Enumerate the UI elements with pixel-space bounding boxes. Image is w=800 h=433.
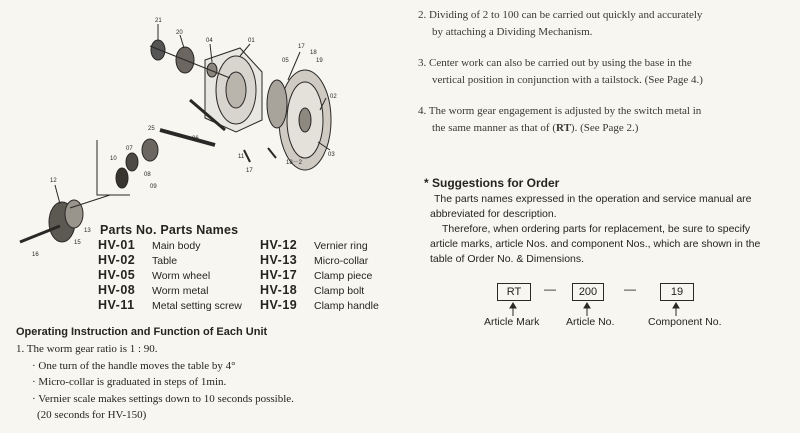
part-name: Main body: [152, 240, 201, 252]
part-row: [98, 268, 210, 282]
callout-17b: 17: [246, 168, 253, 174]
callout-18-2: 18－2: [286, 160, 303, 166]
part-name: Micro-collar: [314, 255, 369, 267]
part-row: [260, 238, 368, 252]
callout-15: 15: [74, 240, 81, 246]
callout-13: 13: [84, 228, 91, 234]
part-row: [98, 283, 208, 297]
part-number: HV-19: [260, 298, 298, 312]
callout-25: 25: [148, 126, 155, 132]
instruction-4-text: the same manner as that of (: [432, 122, 557, 134]
suggestions-line-2: abbreviated for description.: [430, 208, 557, 220]
part-row: [98, 253, 177, 267]
part-name: Clamp bolt: [314, 285, 365, 297]
instruction-2-line-1: 2. Dividing of 2 to 100 can be carried out quickly and accurately: [418, 9, 703, 21]
part-name: Metal setting screw: [152, 300, 242, 312]
instruction-2-line-2: by attaching a Dividing Mechanism.: [432, 26, 593, 38]
model-code-rt: RT: [556, 122, 571, 134]
callout-08: 08: [144, 172, 151, 178]
order-dash-1: —: [544, 282, 556, 296]
callout-01: 01: [248, 38, 255, 44]
suggestions-title: * Suggestions for Order: [424, 176, 560, 190]
part-number: HV-05: [98, 268, 136, 282]
article-no-label: Article No.: [566, 316, 615, 328]
callout-03: 03: [328, 152, 335, 158]
part-row: [98, 238, 200, 252]
part-name: Worm metal: [152, 285, 209, 297]
part-row: [260, 298, 379, 312]
callout-10: 10: [110, 156, 117, 162]
suggestions-line-3: Therefore, when ordering parts for replacement, be sure to specify: [442, 223, 751, 235]
callout-19: 19: [316, 58, 323, 64]
component-no-label: Component No.: [648, 316, 722, 328]
order-dash-2: —: [624, 282, 636, 296]
callout-11: 11: [238, 154, 245, 160]
part-row: [98, 298, 242, 312]
callout-09: 09: [150, 184, 157, 190]
instruction-4-line-1: 4. The worm gear engagement is adjusted by the switch metal in: [418, 105, 702, 117]
operating-item-1: 1. The worm gear ratio is 1 : 90.: [16, 343, 158, 355]
part-row: [260, 253, 368, 267]
part-number: HV-02: [98, 253, 136, 267]
instruction-4-line-2: [432, 120, 638, 137]
part-number: HV-13: [260, 253, 298, 267]
part-number: HV-17: [260, 268, 298, 282]
part-number: HV-08: [98, 283, 136, 297]
callout-12: 12: [50, 178, 57, 184]
operating-bullet: · Micro-collar is graduated in steps of 1min.: [32, 376, 227, 388]
part-name: Clamp handle: [314, 300, 379, 312]
part-name: Table: [152, 255, 178, 267]
callout-16: 16: [32, 252, 39, 258]
suggestions-line-5: table of Order No. & Dimensions.: [430, 253, 585, 265]
part-name: Vernier ring: [314, 240, 368, 252]
instruction-3-line-1: 3. Center work can also be carried out by using the base in the: [418, 57, 692, 69]
part-number: HV-01: [98, 238, 136, 252]
callout-06: 06: [192, 136, 199, 142]
part-number: HV-12: [260, 238, 298, 252]
instruction-3-line-2: vertical position in conjunction with a tailstock. (See Page 4.): [432, 74, 703, 86]
part-row: [260, 268, 372, 282]
callout-05: 05: [282, 58, 289, 64]
callout-07: 07: [126, 146, 133, 152]
part-number: HV-11: [98, 298, 135, 312]
article-mark-label: Article Mark: [484, 316, 540, 328]
callout-20: 20: [176, 30, 183, 36]
callout-02: 02: [330, 94, 337, 100]
suggestions-line-1: The parts names expressed in the operation and service manual are: [434, 193, 752, 205]
operating-bullet: · Vernier scale makes settings down to 10 seconds possible.: [32, 393, 294, 405]
callout-04: 04: [206, 38, 213, 44]
callout-18: 18: [310, 50, 317, 56]
article-no-box: 200: [572, 283, 604, 301]
part-name: Worm wheel: [152, 270, 211, 282]
part-number: HV-18: [260, 283, 298, 297]
component-no-box: 19: [660, 283, 694, 301]
instruction-4-text-end: ). (See Page 2.): [570, 122, 639, 134]
part-row: [260, 283, 364, 297]
operating-bullet: · One turn of the handle moves the table by 4°: [32, 360, 236, 372]
suggestions-line-4: article marks, article Nos. and component Nos., which are shown in the: [430, 238, 761, 250]
parts-table-title: Parts No. Parts Names: [100, 223, 239, 237]
operating-bullet-continued: (20 seconds for HV-150): [37, 409, 147, 421]
article-mark-box: RT: [497, 283, 531, 301]
part-name: Clamp piece: [314, 270, 373, 282]
operating-instruction-title: Operating Instruction and Function of Each Unit: [16, 326, 268, 338]
callout-21: 21: [155, 18, 162, 24]
callout-17: 17: [298, 44, 305, 50]
